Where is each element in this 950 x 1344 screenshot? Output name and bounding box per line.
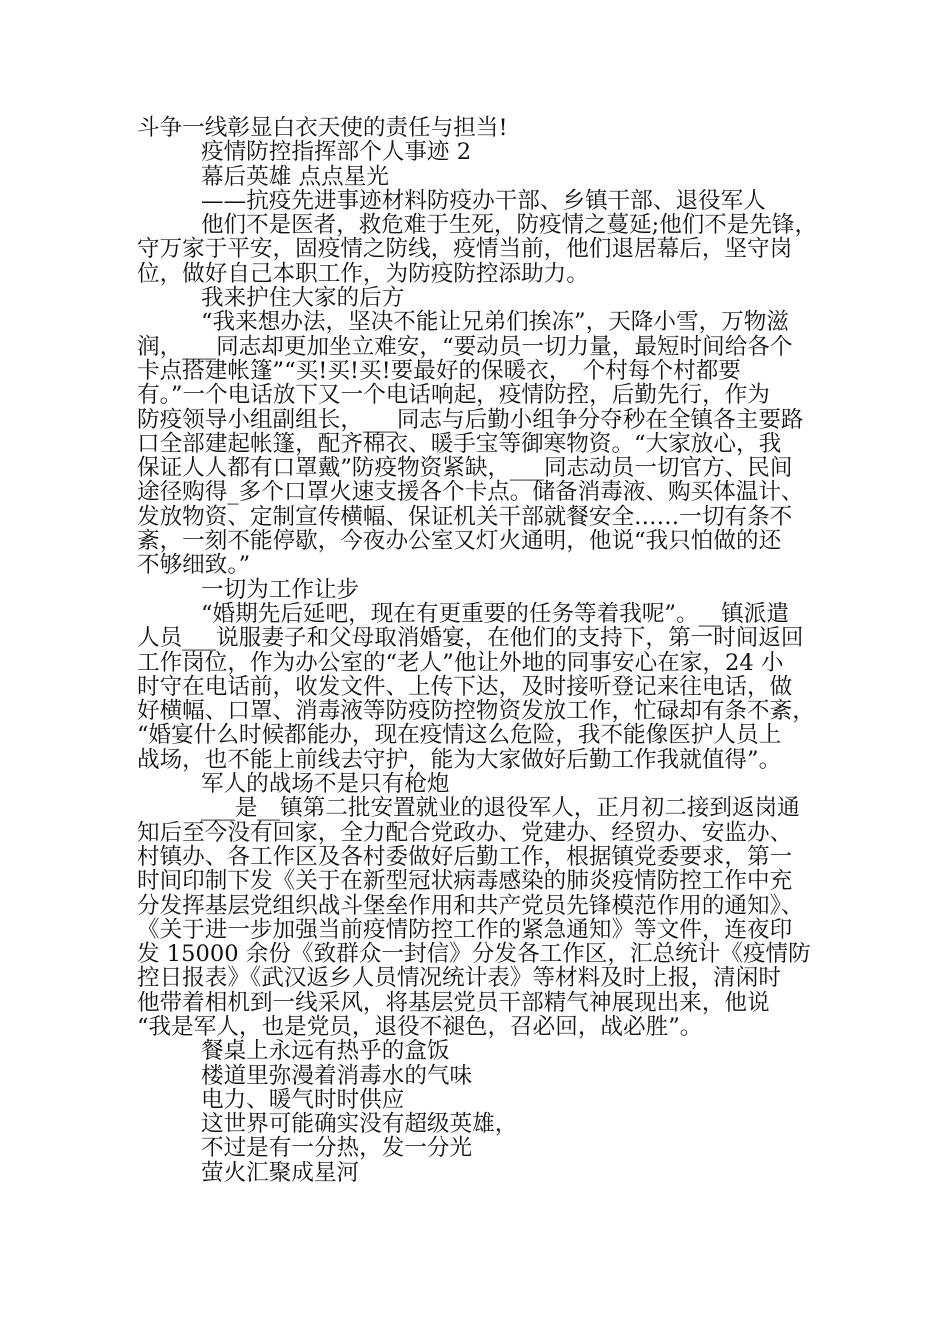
text-line: 不够细致。” [137, 552, 251, 579]
text-line: 电力、暖气时时供应 [201, 1086, 405, 1113]
text-line: 口全部建起帐篷，配齐棉衣、暖手宝等御寒物资。“大家放心，我 [137, 430, 782, 457]
text-line: 这世界可能确实没有超级英雄， [201, 1111, 518, 1138]
text-line: 《关于进一步加强当前疫情防控工作的紧急通知》等文件，连夜印 [137, 916, 793, 943]
text-line: 知后至今没有回家，全力配合党政办、党建办、经贸办、安监办、 [137, 819, 793, 846]
text-line: “婚宴什么时候都能办，现在疫情这么危险，我不能像医护人员上 [137, 722, 782, 749]
text-line: 斗争一线彰显白衣天使的责任与担当! [137, 115, 508, 141]
text-line: 人员___说服妻子和父母取消婚宴，在他们的支持下，第一时间返回 [137, 625, 804, 652]
text-line: 途径购得_多个口罩火速支援各个卡点。储备消毒液、购买体温计、 [137, 479, 804, 506]
text-line: 不过是有一分热，发一分光 [201, 1135, 473, 1162]
text-line: 位，做好自己本职工作，为防疫防控添助力。 [137, 260, 589, 287]
text-line: 我来护住大家的后方 [201, 285, 405, 312]
text-line: 楼道里弥漫着消毒水的气味 [201, 1062, 473, 1089]
text-line: 他带着相机到一线采风，将基层党员干部精气神展现出来，他说 [137, 989, 770, 1016]
text-line: 军人的战场不是只有枪炮 [201, 771, 450, 798]
text-line: ___是__镇第二批安置就业的退役军人，正月初二接到返岗通 [201, 795, 800, 822]
text-line: “婚期先后延吧，现在有更重要的任务等着我呢”。__镇派遣 [201, 600, 789, 627]
text-line: 时间印制下发《关于在新型冠状病毒感染的肺炎疫情防控工作中充 [137, 868, 793, 895]
text-line: 分发挥基层党组织战斗堡垒作用和共产党员先锋模范作用的通知》、 [137, 892, 804, 919]
text-line: 幕后英雄 点点星光 [201, 163, 389, 190]
text-line: 战场，也不能上前线去守护，能为大家做好后勤工作我就值得”。 [137, 746, 782, 773]
text-line: 防疫领导小组副组长，___同志与后勤小组争分夺秒在全镇各主要路 [137, 406, 804, 433]
text-line: 有。”一个电话放下又一个电话响起，疫情防控，后勤先行，作为 [137, 382, 770, 409]
text-line: 一切为工作让步 [201, 576, 360, 603]
text-line: 守万家于平安，固疫情之防线，疫情当前，他们退居幕后，坚守岗 [137, 236, 793, 263]
text-line: 发放物资、定制宣传横幅、保证机关干部就餐安全……一切有条不 [137, 503, 793, 530]
text-line: 保证人人都有口罩戴”防疫物资紧缺，___同志动员一切官方、民间 [137, 455, 793, 482]
text-line: 疫情防控指挥部个人事迹 2 [201, 139, 472, 166]
text-line: 餐桌上永远有热乎的盒饭 [201, 1038, 450, 1065]
text-line: 卡点搭建帐篷”“买!买!买!要最好的保暖衣，_个村每个村都要 [137, 357, 741, 384]
document-body [137, 116, 817, 1185]
text-line: ——抗疫先进事迹材料防疫办干部、乡镇干部、退役军人 [201, 187, 766, 214]
text-line: “我是军人，也是党员，退役不褪色，召必回，战必胜”。 [137, 1013, 703, 1040]
text-line: 好横幅、口罩、消毒液等防疫防控物资发放工作，忙碌却有条不紊， [137, 698, 815, 725]
text-line: 他们不是医者，救危难于生死，防疫情之蔓延;他们不是先锋， [201, 212, 817, 239]
text-line: 发 15000 余份《致群众一封信》分发各工作区，汇总统计《疫情防 [137, 941, 811, 968]
text-line: “我来想办法，坚决不能让兄弟们挨冻”，天降小雪，万物滋 [201, 309, 789, 336]
text-line: 时守在电话前，收发文件、上传下达，及时接听登记来往电话，做 [137, 673, 793, 700]
text-line: 润，___同志却更加坐立难安，“要动员一切力量，最短时间给各个 [137, 333, 793, 360]
text-line: 控日报表》《武汉返乡人员情况统计表》等材料及时上报，清闲时 [137, 965, 781, 992]
text-line: 村镇办、各工作区及各村委做好后勤工作，根据镇党委要求，第一 [137, 843, 793, 870]
text-line: 工作岗位，作为办公室的“老人”他让外地的同事安心在家，24 小 [137, 649, 784, 676]
text-line: 萤火汇聚成星河 [201, 1159, 360, 1186]
text-line: 紊，一刻不能停歇，今夜办公室又灯火通明，他说“我只怕做的还 [137, 528, 782, 555]
